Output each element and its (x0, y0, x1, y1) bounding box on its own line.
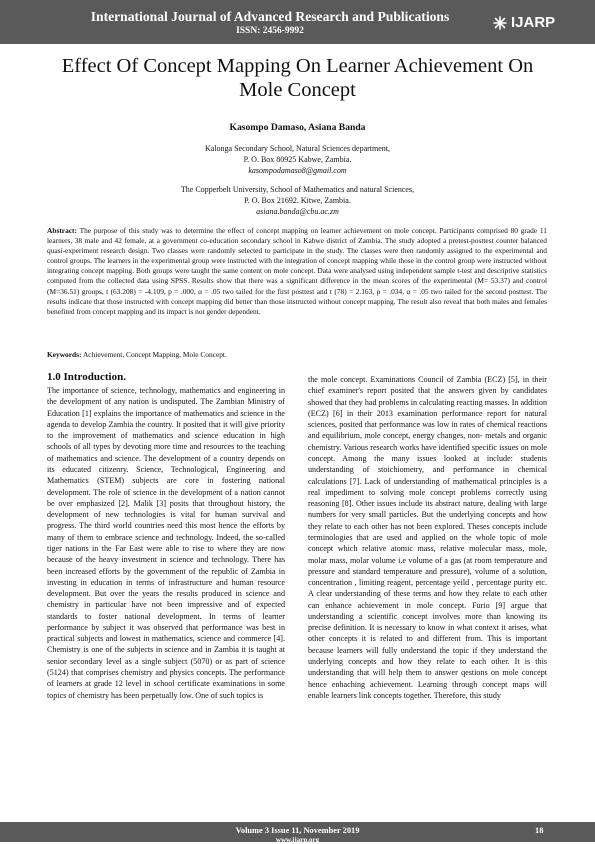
keywords (47, 350, 547, 359)
affiliation-1-line1: Kalonga Secondary School, Natural Sciences department, (204, 144, 391, 153)
journal-name: International Journal of Advanced Research and Publications (90, 9, 450, 24)
logo-text: IJARP (511, 14, 556, 31)
abstract-text: The purpose of this study was to determine the effect of concept mapping on learner achievement on mole concept. Participants comprised 80 grade 11 learners, 38 male and 42 female, at a government co-education secondary school in Kabwe district of Zambia. The study adopted a pretest-posttest counter balanced quasi-experiment research design. Two classes were randomly selected to participate in the study. The classes were then randomly assigned to the experimental and control groups. The learners in the experimental group were instructed with the integration of concept mapping while those in the control group were instructed without integrating concept mapping. Both groups were taught the same content on mole concept. Data were analysed using independent sample t-test and descriptive statistics computed from the collected data using SPSS. Results show that there was a significant difference in the mean scores of the experimental (M= 53.37) and control (M=36.51) groups, t (63.208) = -4.109, p = .000, α = .05 two tailed for the first posttest and t (78) = 2.163, p = .034, α = .05 two tailed for the second posttest. The results indicate that those instructed with concept mapping did better than those instructed without concept mapping. The result also reveal that both males and females benefited from concept mapping and its impact is not gender dependent. (47, 226, 547, 316)
section-heading-introduction: 1.0 Introduction. (47, 371, 126, 383)
keywords-label: Keywords: (47, 350, 82, 359)
intro-paragraph-2: the mole concept. Examinations Council of Zambia (ECZ) [5], in their chief examiner's report posited that the answers given by candidates showed that they had problems in calculating reacting masses. In addition (ECZ) [6] in their 2013 examination performance report for natural sciences, posited that performance was low in rates of chemical reactions and equilibrium, mole concept, energy changes, non- metals and organic chemistry. Various research works have identified specific issues on mole concept. Among the many issues looked at include: students understanding of stoichiometry, and performance in chemical calculations [7]. Lack of understanding of mathematical principles is a real impediment to solving mole concept problems correctly using reasoning [8]. Other issues include its abstract nature, dealing with large numbers for very small particles. But the underlying concepts and how they relate to each other has not been explored. Theses concepts include terminologies that are used and applied on the whole topic of mole concept which relative atomic mass, relative molecular mass, mole, molar mass, molar volume i.e volume of a gas (at room temperature and pressure and standard temperature and pressure), volume of a solution, concentration , limiting reagent, percentage yeild , percentage purity etc. A clear understanding of these terms and how they relate to each other can enhance achievement in mole concept. Furio [9] argue that understanding a scientific concept involves more than knowing its precise definition. It is necessary to know in what context it arises, what other concepts it is related to and different from. This is important because learners will fully understand the topic if they understand the underlying concepts and how they relate to each other. It is this understanding that will help them to answer qestions on mole concept hence enhaching achievement. Learning through concept maps will enable learners link concepts together. Therefore, this study (308, 375, 547, 700)
abstract (47, 226, 547, 317)
affiliation-1-line2: P. O. Box 80925 Kabwe, Zambia. (243, 155, 352, 164)
affiliation-1 (0, 143, 595, 176)
intro-paragraph-1: The importance of science, technology, mathematics and engineering in the development of any nation is undisputed. The Zambian Ministry of Education [1] explains the importance of mathematics and science in the agenda to develop Zambia the country. It posited that it will give priority to the improvement of mathematics and science education in high schools of all types by devoting more time and resources to the teaching of mathematics and science. The development of a country depends on its educated citizenry. Science, Technological, Engineering and Mathematics (STEM) subjects are core in fostering national development. The role of science in the development of a nation cannot be over emphasized [2]. Malik [3] posits that throughout history, the development of new technologies is vital for human survival and progress. The third world countries need this most hence the efforts by many of them to embrace science and technology. Indeed, the so-called tiger nations in the Far East were able to rise to where they are now because of the heavy investment in science and technology. There has been increased efforts by the government of the republic of Zambia in investing in education in terms of infrastructure and human resource development. But over the years the results produced in science and chemistry in particular have not been impressive and of expected standards to foster national development. In terms of learner performance by subject it was observed that performance was best in practical subjects and lowest in mathematics, science and commerce [4]. Chemistry is one of the subjects in science and in Zambia it is taught at senior secondary level as a single subject (5070) or as part of science (5124) that comprises chemistry and physics concepts. The performance of learners at grade 12 level in school certificate examinations in some topics of chemistry has been perpetually low. One of such topics is (47, 386, 285, 700)
keywords-text: Achievement, Concept Mapping, Mole Concept. (82, 350, 227, 359)
affiliation-1-email[interactable]: kasompodamaso8@gmail.com (248, 166, 347, 175)
abstract-label: Abstract: (47, 226, 77, 235)
footer-volume: Volume 3 Issue 11, November 2019 (235, 826, 360, 835)
affiliation-2-line2: P. O. Box 21692. Kitwe, Zambia. (244, 196, 351, 205)
affiliation-2 (0, 184, 595, 217)
issn: ISSN: 2456-9992 (236, 26, 304, 36)
paper-title: Effect Of Concept Mapping On Learner Achievement On Mole Concept (61, 55, 534, 101)
affiliation-2-line1: The Copperbelt University, School of Mathematics and natural Sciences, (180, 185, 415, 194)
footer-url-link[interactable]: www.ijarp.org (275, 836, 320, 844)
page-number: 18 (535, 826, 544, 835)
authors: Kasompo Damaso, Asiana Banda (229, 122, 366, 133)
ijarp-logo-icon (493, 16, 507, 30)
column-right (308, 374, 547, 701)
affiliation-2-email[interactable]: asiana.banda@cbu.ac.zm (256, 207, 339, 216)
column-left (47, 371, 285, 701)
